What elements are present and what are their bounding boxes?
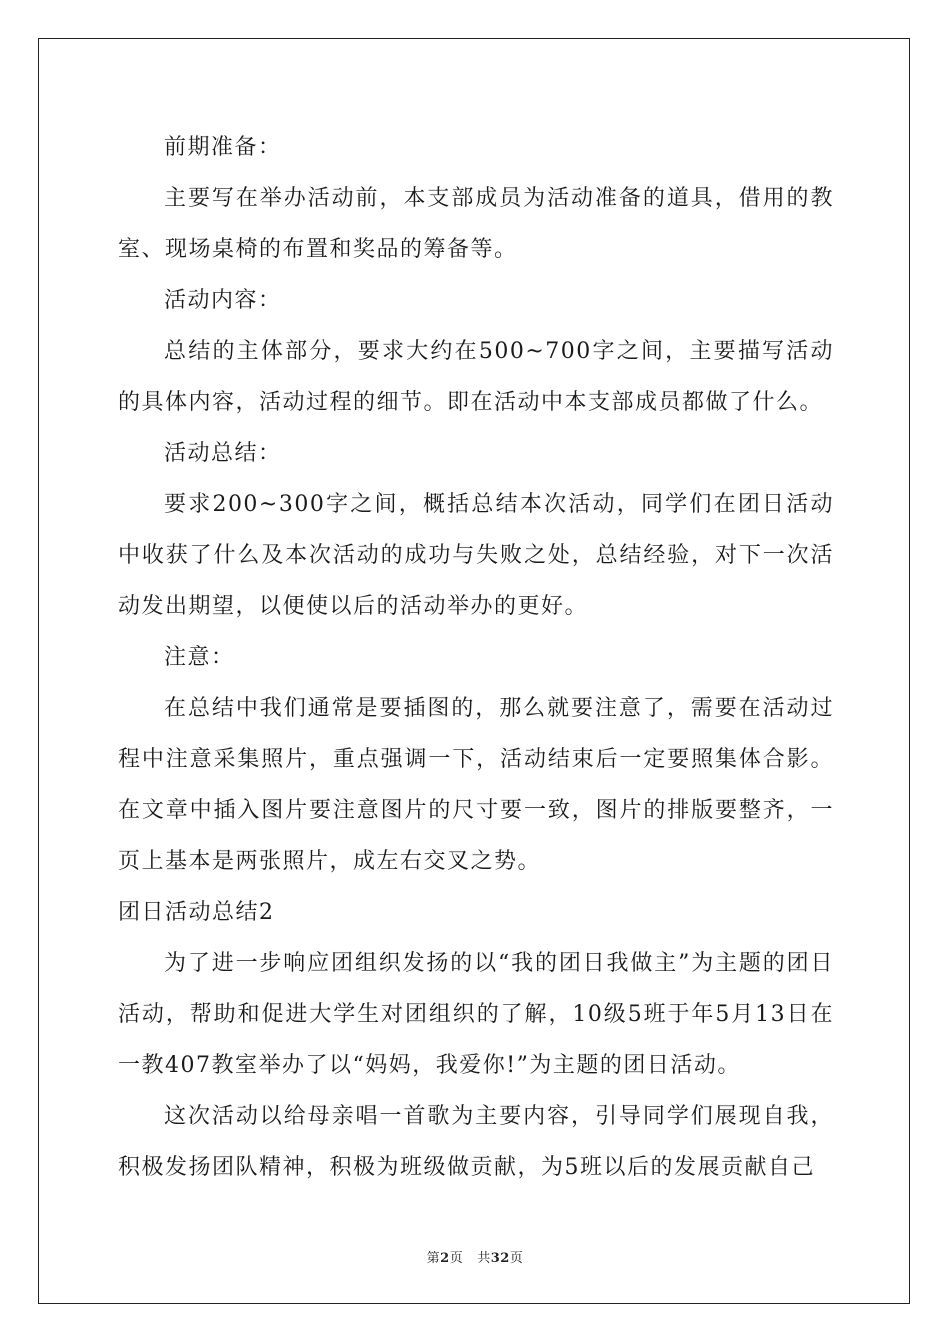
subheading-summary: 活动总结： [164, 441, 282, 466]
footer-total-prefix: 共 [477, 1251, 491, 1266]
footer-total-suffix: 页 [509, 1251, 524, 1266]
paragraph-intro: 为了进一步响应团组织发扬的以“我的团日我做主”为主题的团日活动，帮助和促进大学生对团组织的了解，10级5班于年5月13日在一教407教室举办了以“妈妈，我爱你!”为主题的团日活动。 [118, 951, 835, 1078]
section-title: 团日活动总结2 [118, 900, 275, 925]
paragraph-preparation: 主要写在举办活动前，本支部成员为活动准备的道具，借用的教室、现场桌椅的布置和奖品的筹备等。 [118, 186, 834, 262]
paragraph-summary: 要求200~300字之间，概括总结本次活动，同学们在团日活动中收获了什么及本次活动的成功与失败之处，总结经验，对下一次活动发出期望，以便使以后的活动举办的更好。 [118, 492, 834, 619]
subheading-note: 注意： [164, 645, 235, 670]
footer-page-suffix: 页 [449, 1251, 464, 1266]
paragraph-note: 在总结中我们通常是要插图的，那么就要注意了，需要在活动过程中注意采集照片，重点强调一下，活动结束后一定要照集体合影。在文章中插入图片要注意图片的尺寸要一致，图片的排版要整齐，一页上基本是两张照片，成左右交叉之势。 [118, 696, 834, 874]
subheading-content: 活动内容： [164, 288, 282, 313]
footer-total-pages: 32 [490, 1251, 510, 1266]
paragraph-activity: 这次活动以给母亲唱一首歌为主要内容，引导同学们展现自我，积极发扬团队精神，积极为班级做贡献，为5班以后的发展贡献自己 [118, 1104, 834, 1180]
subheading-preparation: 前期准备： [164, 135, 282, 160]
footer-current-page: 2 [440, 1251, 450, 1266]
footer-prefix: 第 [426, 1251, 441, 1266]
document-body [118, 122, 834, 1193]
page-footer [0, 1247, 950, 1266]
paragraph-content: 总结的主体部分，要求大约在500~700字之间，主要描写活动的具体内容，活动过程的细节。即在活动中本支部成员都做了什么。 [118, 339, 834, 415]
